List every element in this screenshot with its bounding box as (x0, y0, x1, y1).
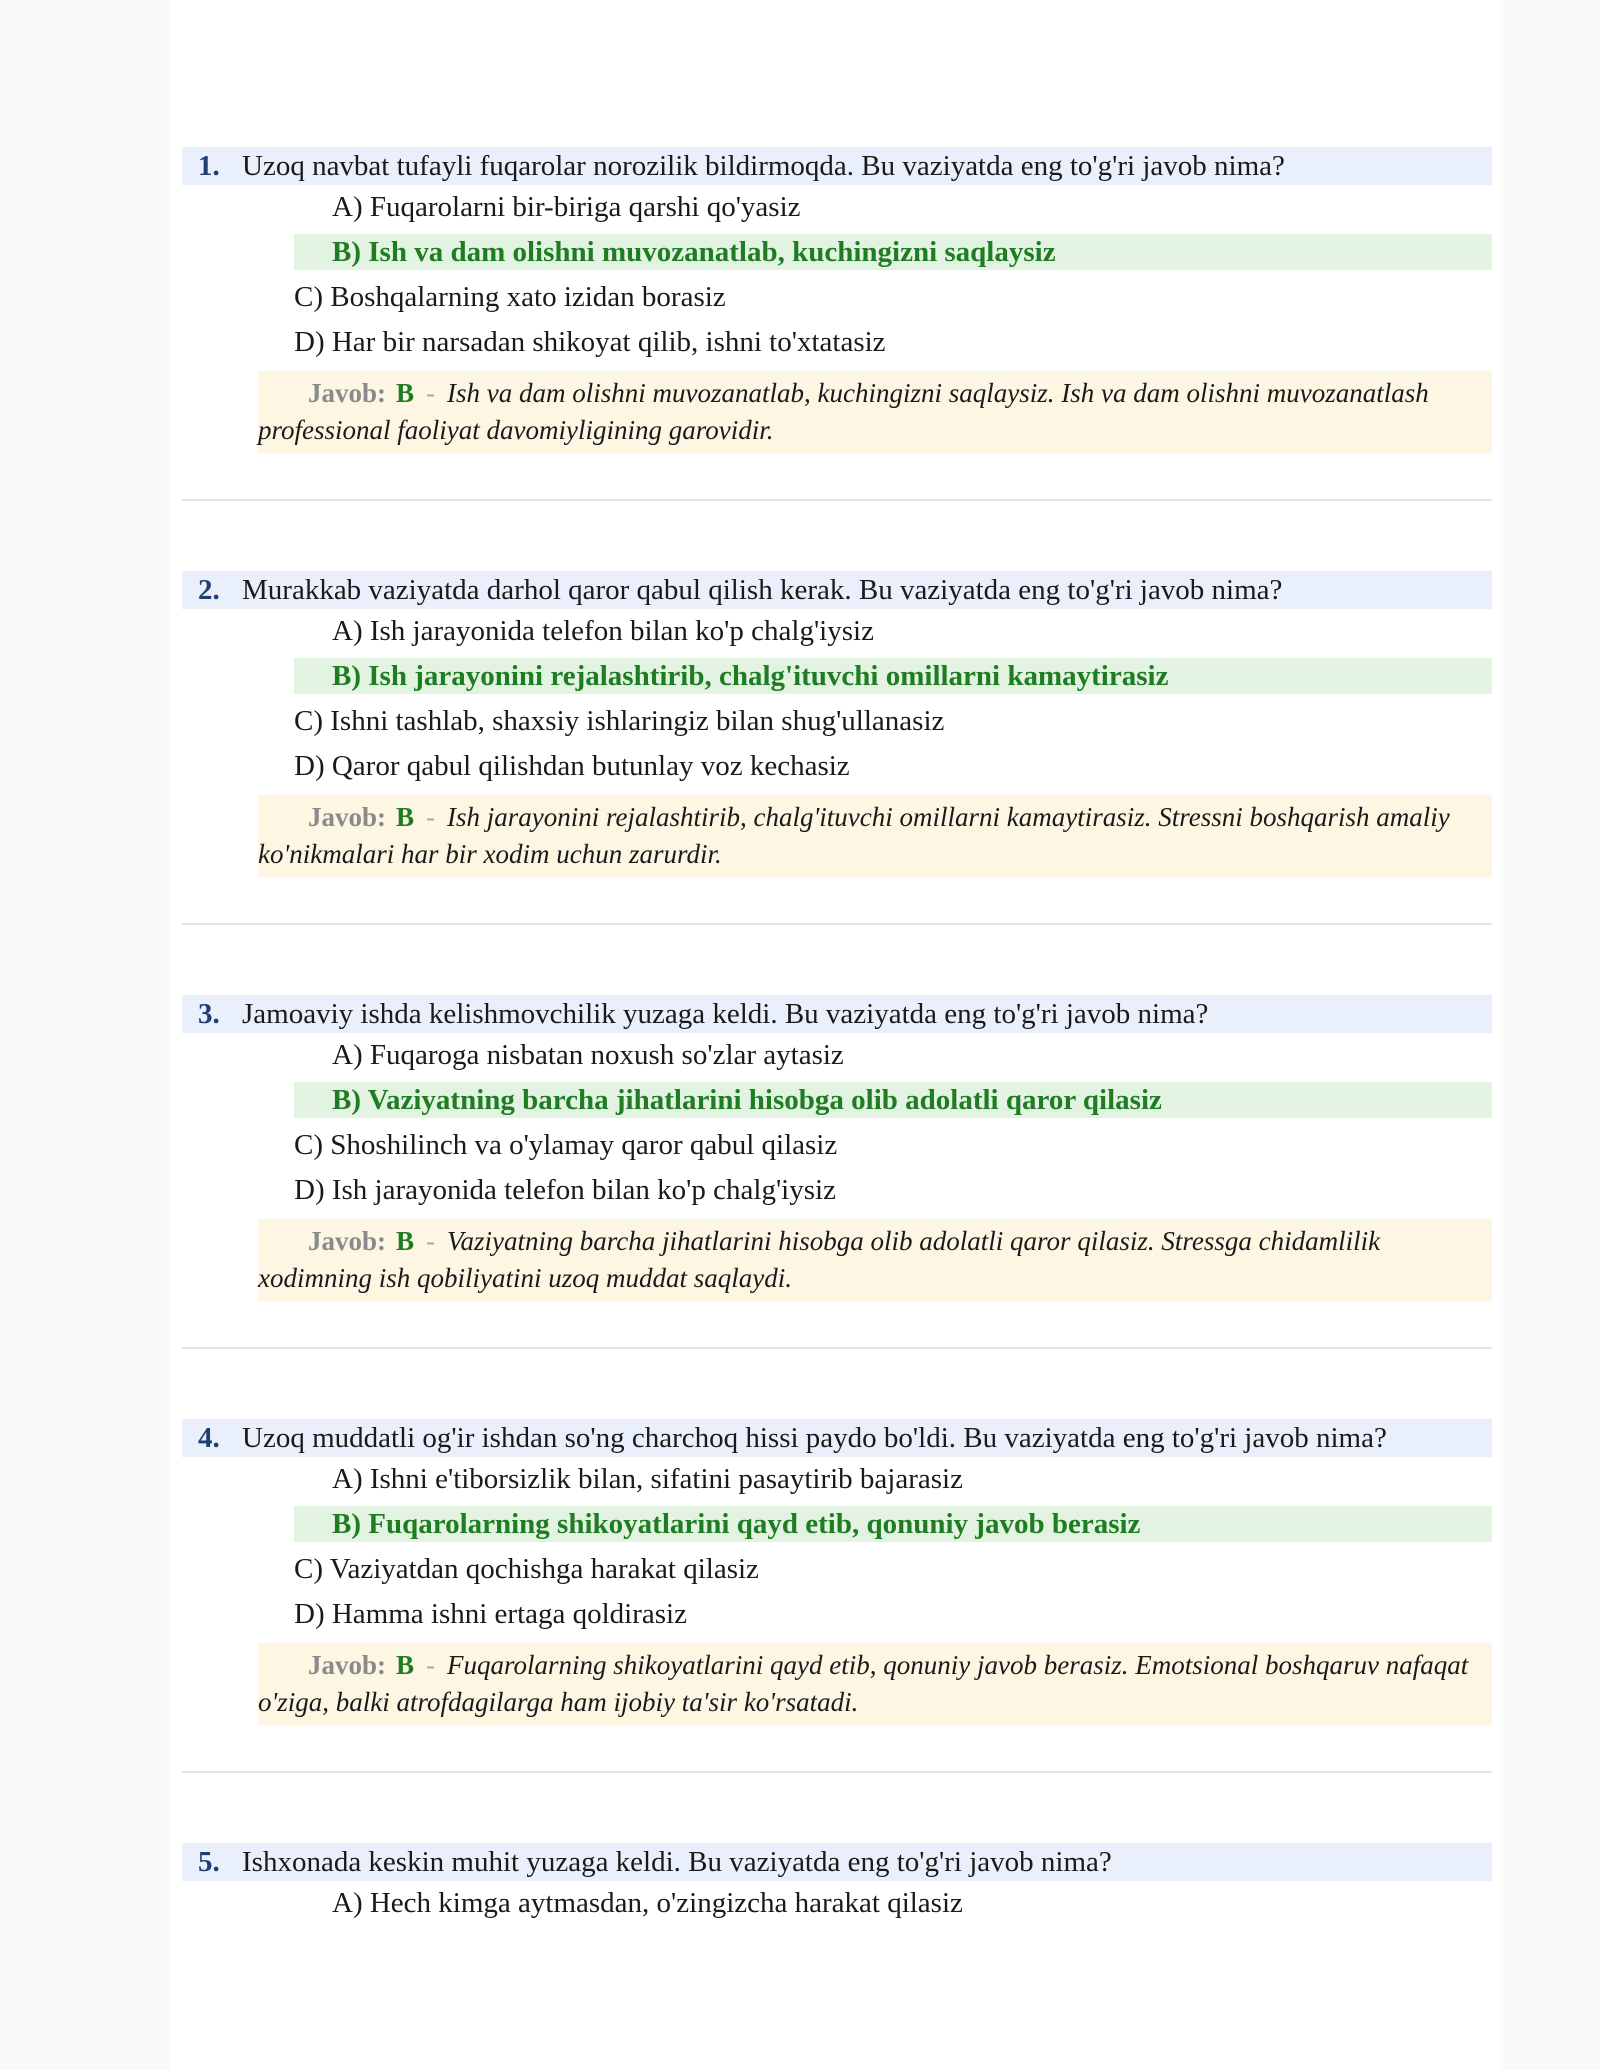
option-d: D) Ish jarayonida telefon bilan ko'p chalg'iysiz (294, 1174, 836, 1206)
question-text: Murakkab vaziyatda darhol qaror qabul qilish kerak. Bu vaziyatda eng to'g'ri javob nima? (242, 574, 1283, 606)
option-d: D) Hamma ishni ertaga qoldirasiz (294, 1598, 687, 1630)
answer-label: Javob: (308, 1226, 387, 1256)
answer-letter: B (396, 1650, 415, 1680)
question-text: Uzoq navbat tufayli fuqarolar norozilik bildirmoqda. Bu vaziyatda eng to'g'ri javob nima? (242, 150, 1285, 182)
options-list (182, 1881, 1492, 1926)
question-text: Ishxonada keskin muhit yuzaga keldi. Bu vaziyatda eng to'g'ri javob nima? (242, 1846, 1112, 1878)
options-list (182, 185, 1492, 365)
document-page (170, 0, 1500, 2070)
option-a: A) Ishni e'tiborsizlik bilan, sifatini pasaytirib bajarasiz (332, 1463, 963, 1495)
options-list (182, 609, 1492, 789)
option-b-correct: B) Fuqarolarning shikoyatlarini qayd etib, qonuniy javob berasiz (294, 1506, 1492, 1542)
option-a: A) Fuqarolarni bir-biriga qarshi qo'yasiz (332, 191, 801, 223)
options-list (182, 1457, 1492, 1637)
answer-text: Fuqarolarning shikoyatlarini qayd etib, qonuniy javob berasiz. Emotsional boshqaruv nafaqat o'ziga, balki atrofdagilarga ham ijobiy ta'sir ko'rsatadi. (258, 1650, 1469, 1717)
answer-explanation (258, 1219, 1492, 1301)
question-number: 2. (198, 574, 220, 606)
question-text: Uzoq muddatli og'ir ishdan so'ng charchoq hissi paydo bo'ldi. Bu vaziyatda eng to'g'ri javob nima? (242, 1422, 1387, 1454)
divider (182, 499, 1492, 501)
question-number: 4. (198, 1422, 220, 1454)
question-header (182, 1843, 1492, 1881)
option-a: A) Hech kimga aytmasdan, o'zingizcha harakat qilasiz (332, 1887, 963, 1919)
answer-letter: B (396, 1226, 415, 1256)
options-list (182, 1033, 1492, 1213)
question-number: 5. (198, 1846, 220, 1878)
answer-letter: B (396, 802, 415, 832)
divider (182, 923, 1492, 925)
answer-explanation (258, 371, 1492, 453)
answer-label: Javob: (308, 1650, 387, 1680)
answer-separator: - (426, 1226, 436, 1256)
option-d: D) Qaror qabul qilishdan butunlay voz kechasiz (294, 750, 850, 782)
question-text: Jamoaviy ishda kelishmovchilik yuzaga keldi. Bu vaziyatda eng to'g'ri javob nima? (242, 998, 1209, 1030)
option-c: C) Shoshilinch va o'ylamay qaror qabul qilasiz (294, 1129, 838, 1161)
option-b-correct: B) Ish jarayonini rejalashtirib, chalg'ituvchi omillarni kamaytirasiz (294, 658, 1492, 694)
question-block (182, 995, 1492, 1301)
answer-letter: B (396, 378, 415, 408)
question-block (182, 1419, 1492, 1725)
divider (182, 1771, 1492, 1773)
question-block (182, 147, 1492, 453)
answer-text: Ish jarayonini rejalashtirib, chalg'ituvchi omillarni kamaytirasiz. Stressni boshqarish amaliy ko'nikmalari har bir xodim uchun zarurdir. (258, 802, 1450, 869)
option-c: C) Ishni tashlab, shaxsiy ishlaringiz bilan shug'ullanasiz (294, 705, 945, 737)
option-a: A) Ish jarayonida telefon bilan ko'p chalg'iysiz (332, 615, 874, 647)
answer-separator: - (426, 378, 436, 408)
option-a: A) Fuqaroga nisbatan noxush so'zlar aytasiz (332, 1039, 844, 1071)
option-c: C) Vaziyatdan qochishga harakat qilasiz (294, 1553, 759, 1585)
question-header (182, 995, 1492, 1033)
answer-text: Ish va dam olishni muvozanatlab, kuchingizni saqlaysiz. Ish va dam olishni muvozanatlash professional faoliyat davomiyligining garovidir. (258, 378, 1429, 445)
question-header (182, 571, 1492, 609)
question-block (182, 571, 1492, 877)
option-b-correct: B) Vaziyatning barcha jihatlarini hisobga olib adolatli qaror qilasiz (294, 1082, 1492, 1118)
answer-label: Javob: (308, 378, 387, 408)
question-header (182, 147, 1492, 185)
answer-text: Vaziyatning barcha jihatlarini hisobga olib adolatli qaror qilasiz. Stressga chidamlilik xodimning ish qobiliyatini uzoq muddat saqlaydi. (258, 1226, 1381, 1293)
answer-explanation (258, 795, 1492, 877)
answer-separator: - (426, 802, 436, 832)
question-header (182, 1419, 1492, 1457)
answer-separator: - (426, 1650, 436, 1680)
option-d: D) Har bir narsadan shikoyat qilib, ishni to'xtatasiz (294, 326, 886, 358)
question-number: 1. (198, 150, 220, 182)
answer-explanation (258, 1643, 1492, 1725)
answer-label: Javob: (308, 802, 387, 832)
divider (182, 1347, 1492, 1349)
question-number: 3. (198, 998, 220, 1030)
option-c: C) Boshqalarning xato izidan borasiz (294, 281, 726, 313)
option-b-correct: B) Ish va dam olishni muvozanatlab, kuchingizni saqlaysiz (294, 234, 1492, 270)
question-block (182, 1843, 1492, 1926)
